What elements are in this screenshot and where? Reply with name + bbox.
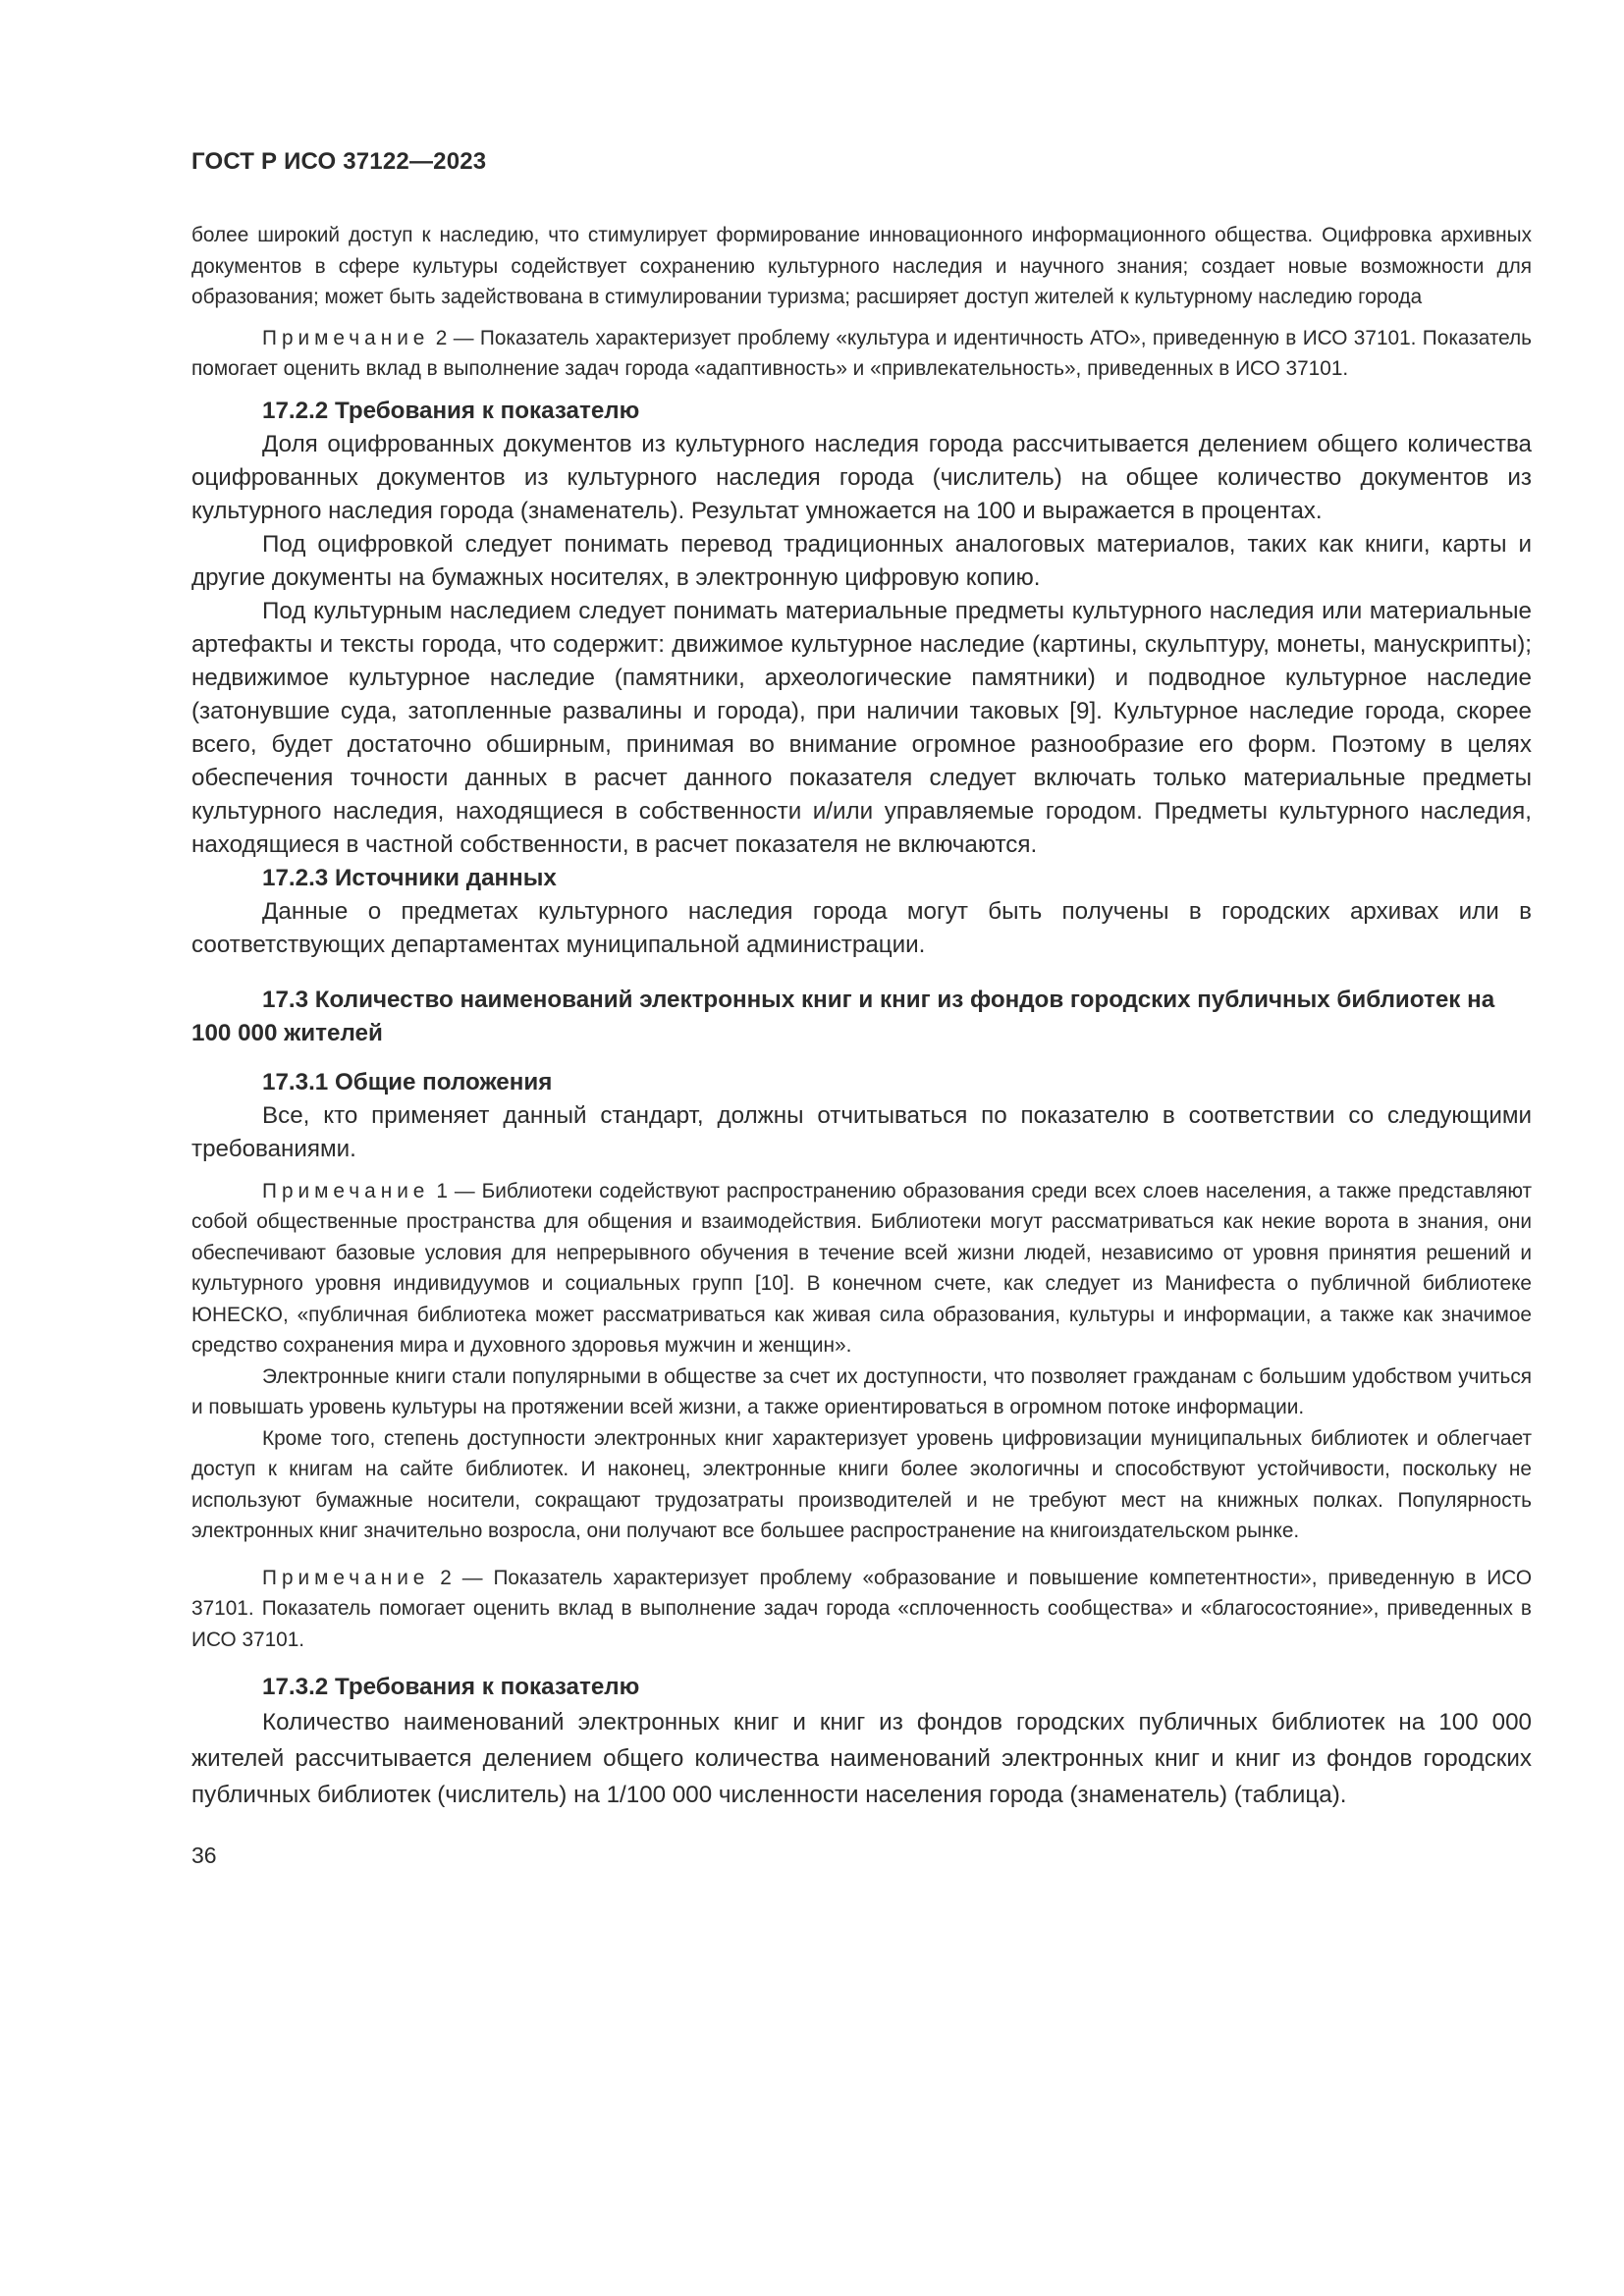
body-paragraph-small: Электронные книги стали популярными в обществе за счет их доступности, что позволяет гражданам с большим удобством учиться и повышать уровень культуры на протяжении всей жизни, а также ориентироваться в огромном потоке информации.	[191, 1364, 1532, 1418]
section-heading-17-2-3: 17.2.3 Источники данных	[262, 864, 557, 891]
section-heading-17-2-2: 17.2.2 Требования к показателю	[262, 397, 640, 424]
document-header: ГОСТ Р ИСО 37122—2023	[191, 148, 487, 175]
section-heading-17-3-2: 17.3.2 Требования к показателю	[262, 1674, 640, 1700]
body-paragraph: Количество наименований электронных книг и книг из фондов городских публичных библиотек на 100 000 жителей рассчитывается делением общего количества наименований электронных книг и книг из фондов городских публичных библиотек (числитель) на 1/100 000 численности населения города (знаменатель) (таблица).	[191, 1709, 1532, 1808]
note-paragraph	[191, 323, 1532, 385]
body-paragraph: Доля оцифрованных документов из культурного наследия города рассчитывается делением общего количества оцифрованных документов из культурного наследия города (числитель) на общее количество документов из культурного наследия города (знаменатель). Результат умножается на 100 и выражается в процентах.	[191, 430, 1532, 524]
note-label: Примечание	[262, 326, 430, 349]
note-text: 2 — Показатель характеризует проблему «образование и повышение компетентности», приведенную в ИСО 37101. Показатель помогает оценить вклад в выполнение задач города «сплоченность сообщества» и «благосостояние», приведенных в ИСО 37101.	[191, 1566, 1532, 1651]
body-paragraph: Данные о предметах культурного наследия города могут быть получены в городских архивах или в соответствующих департаментах муниципальной администрации.	[191, 897, 1532, 958]
body-paragraph: Под культурным наследием следует понимать материальные предметы культурного наследия или материальные артефакты и тексты города, что содержит: движимое культурное наследие (картины, скульптуру, монеты, манускрипты); недвижимое культурное наследие (памятники, археологические памятники) и подводное культурное наследие (затонувшие суда, затопленные развалины и города), при наличии таковых [9]. Культурное наследие города, скорее всего, будет достаточно обширным, принимая во внимание огромное разнообразие его форм. Поэтому в целях обеспечения точности данных в расчет данного показателя следует включать только материальные предметы культурного наследия, находящиеся в собственности и/или управляемые городом. Предметы культурного наследия, находящиеся в частной собственности, в расчет показателя не включаются.	[191, 597, 1532, 858]
section-heading-17-3-1: 17.3.1 Общие положения	[262, 1068, 553, 1095]
note-label: Примечание	[262, 1179, 430, 1202]
note-text: 2 — Показатель характеризует проблему «культура и идентичность АТО», приведенную в ИСО 37101. Показатель помогает оценить вклад в выполнение задач города «адаптивность» и «привлекательность», приведенных в ИСО 37101.	[191, 326, 1532, 380]
page-number: 36	[191, 1842, 217, 1868]
section-heading-17-3: 17.3 Количество наименований электронных книг и книг из фондов городских публичных библиотек на 100 000 жителей	[191, 986, 1495, 1046]
body-paragraph-small: Кроме того, степень доступности электронных книг характеризует уровень цифровизации муниципальных библиотек и облегчает доступ к книгам на сайте библиотек. И наконец, электронные книги более экологичны и способствуют устойчивости, поскольку не используют бумажные носители, сокращают трудозатраты производителей и не требуют мест на книжных полках. Популярность электронных книг значительно возросла, они получают все большее распространение на книгоиздательском рынке.	[191, 1426, 1532, 1542]
document-page	[191, 147, 1532, 1870]
note-paragraph	[191, 1176, 1532, 1362]
note-label: Примечание	[262, 1566, 430, 1589]
note-text: 1 — Библиотеки содействуют распространению образования среди всех слоев населения, а также представляют собой общественные пространства для общения и взаимодействия. Библиотеки могут рассматриваться как некие ворота в знания, они обеспечивают базовые условия для непрерывного обучения в течение всей жизни людей, независимо от уровня принятия решений и культурного уровня индивидуумов и социальных групп [10]. В конечном счете, как следует из Манифеста о публичной библиотеке ЮНЕСКО, «публичная библиотека может рассматриваться как живая сила образования, культуры и информации, а также как значимое средство сохранения мира и духовного здоровья мужчин и женщин».	[191, 1179, 1532, 1357]
body-paragraph: Под оцифровкой следует понимать перевод традиционных аналоговых материалов, таких как книги, карты и другие документы на бумажных носителях, в электронную цифровую копию.	[191, 530, 1532, 591]
intro-paragraph: более широкий доступ к наследию, что стимулирует формирование инновационного информационного общества. Оцифровка архивных документов в сфере культуры содействует сохранению культурного наследия и научного знания; создает новые возможности для образования; может быть задействована в стимулировании туризма; расширяет доступ жителей к культурному наследию города	[191, 224, 1532, 308]
note-paragraph	[191, 1563, 1532, 1656]
body-paragraph: Все, кто применяет данный стандарт, должны отчитываться по показателю в соответствии со следующими требованиями.	[191, 1101, 1532, 1162]
